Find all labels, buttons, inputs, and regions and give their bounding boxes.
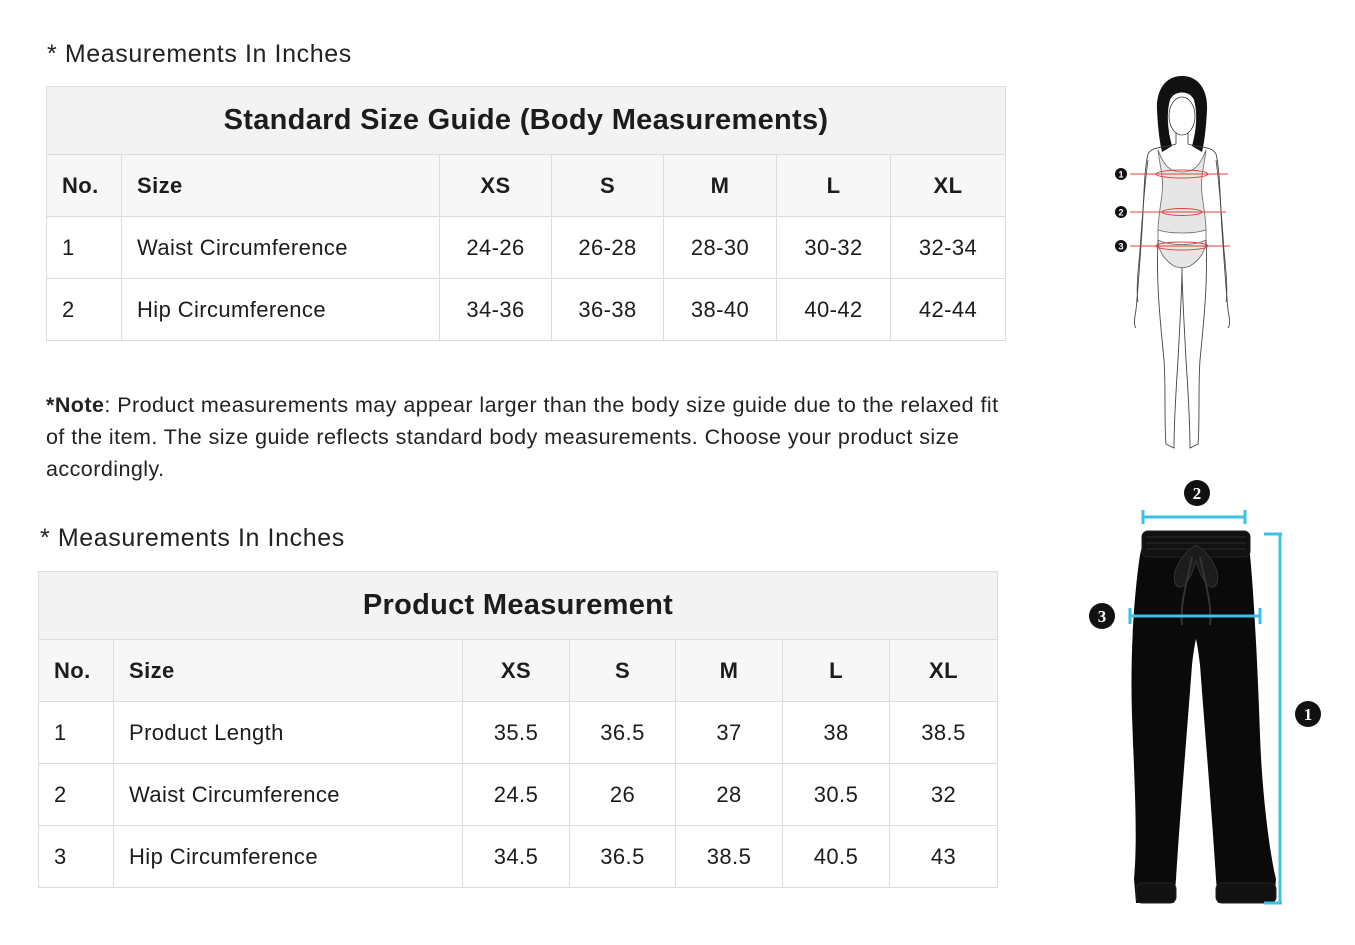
row-number: 1: [39, 702, 114, 764]
column-header: M: [676, 640, 783, 702]
table-row: [39, 702, 998, 764]
table-title: Product Measurement: [39, 572, 998, 640]
cell-value: 32-34: [891, 217, 1006, 279]
note-label: *Note: [46, 393, 105, 417]
column-header: Size: [114, 640, 463, 702]
cell-value: 34.5: [463, 826, 570, 888]
row-label: Product Length: [114, 702, 463, 764]
row-label: Waist Circumference: [114, 764, 463, 826]
cell-value: 36.5: [570, 702, 676, 764]
column-header: XL: [890, 640, 998, 702]
cell-value: 28-30: [664, 217, 777, 279]
column-header: L: [783, 640, 890, 702]
units-note-body: * Measurements In Inches: [47, 40, 352, 68]
cell-value: 24-26: [440, 217, 552, 279]
row-label: Waist Circumference: [122, 217, 440, 279]
cell-value: 37: [676, 702, 783, 764]
fit-note: [46, 389, 1006, 485]
column-header: L: [777, 155, 891, 217]
body-marker-3: 3: [1118, 241, 1124, 252]
pants-marker-2: 2: [1192, 484, 1202, 503]
cell-value: 30-32: [777, 217, 891, 279]
table-title: Standard Size Guide (Body Measurements): [47, 87, 1006, 155]
cell-value: 30.5: [783, 764, 890, 826]
cell-value: 40.5: [783, 826, 890, 888]
cell-value: 34-36: [440, 279, 552, 341]
table-row: [47, 217, 1006, 279]
row-label: Hip Circumference: [114, 826, 463, 888]
column-header: S: [552, 155, 664, 217]
body-marker-1: 1: [1118, 169, 1124, 180]
pants-measurement-illustration: [1080, 475, 1340, 915]
column-header: XS: [463, 640, 570, 702]
cell-value: 38-40: [664, 279, 777, 341]
pants-marker-1: 1: [1303, 705, 1313, 724]
column-header: XS: [440, 155, 552, 217]
column-header: No.: [39, 640, 114, 702]
row-number: 3: [39, 826, 114, 888]
cell-value: 28: [676, 764, 783, 826]
column-header: S: [570, 640, 676, 702]
column-header: XL: [891, 155, 1006, 217]
cell-value: 42-44: [891, 279, 1006, 341]
pants-marker-3: 3: [1097, 607, 1107, 626]
column-header: Size: [122, 155, 440, 217]
jogger-pants-icon: [1080, 475, 1340, 915]
cell-value: 26-28: [552, 217, 664, 279]
row-label: Hip Circumference: [122, 279, 440, 341]
table-row: [39, 826, 998, 888]
cell-value: 38.5: [890, 702, 998, 764]
cell-value: 24.5: [463, 764, 570, 826]
body-marker-2: 2: [1118, 207, 1124, 218]
cell-value: 26: [570, 764, 676, 826]
cell-value: 38: [783, 702, 890, 764]
units-note-product: * Measurements In Inches: [40, 524, 345, 552]
cell-value: 38.5: [676, 826, 783, 888]
cell-value: 35.5: [463, 702, 570, 764]
row-number: 1: [47, 217, 122, 279]
body-measurement-illustration: [1100, 70, 1270, 460]
cell-value: 36.5: [570, 826, 676, 888]
body-size-table: [46, 86, 1006, 341]
cell-value: 36-38: [552, 279, 664, 341]
row-number: 2: [39, 764, 114, 826]
table-row: [39, 764, 998, 826]
note-text: : Product measurements may appear larger than the body size guide due to the relaxed fit of the item. The size guide reflects standard body measurements. Choose your product size accordingly.: [46, 393, 999, 481]
cell-value: 32: [890, 764, 998, 826]
female-body-icon: [1100, 70, 1270, 460]
column-header: No.: [47, 155, 122, 217]
row-number: 2: [47, 279, 122, 341]
cell-value: 43: [890, 826, 998, 888]
table-row: [47, 279, 1006, 341]
column-header: M: [664, 155, 777, 217]
cell-value: 40-42: [777, 279, 891, 341]
product-measurement-table: [38, 571, 998, 888]
